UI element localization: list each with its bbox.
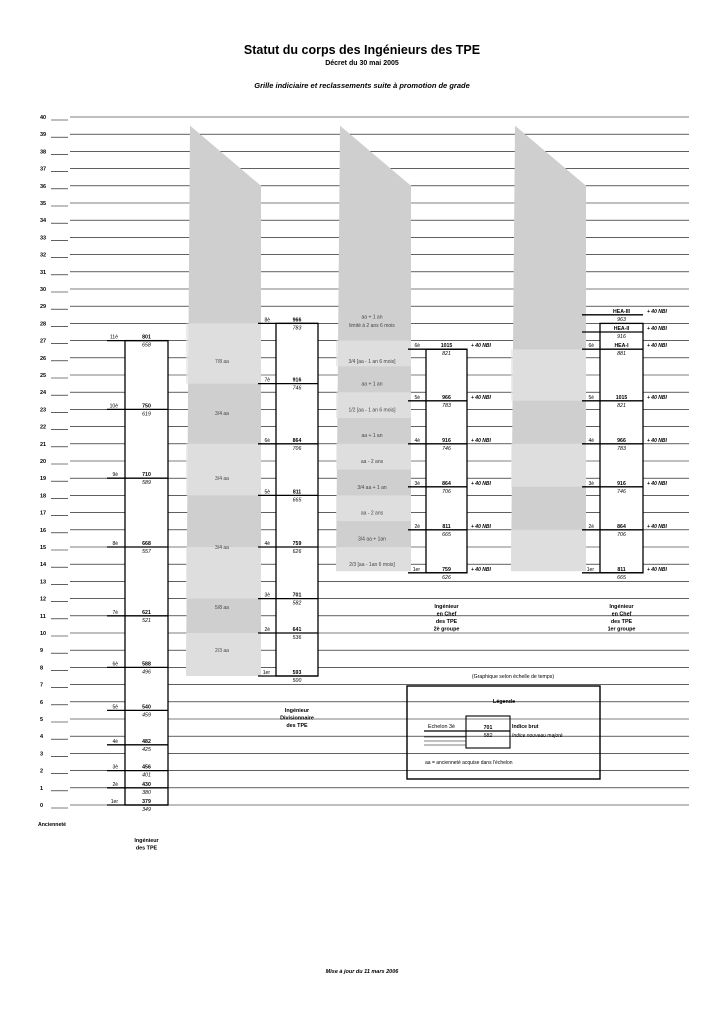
grade-label: Divisionnaire — [280, 715, 314, 722]
echelon-name: 1er — [586, 566, 594, 573]
axis-tick-label: 37 — [40, 166, 47, 173]
indice-brut: 482 — [142, 738, 151, 745]
grade-label: en Chef — [436, 611, 457, 618]
axis-tick-label: 8 — [40, 665, 44, 672]
indice-majore: 963 — [617, 316, 626, 323]
indice-brut: 864 — [292, 437, 302, 444]
nbi-bonus: + 40 NBI — [647, 437, 667, 444]
indice-majore: 783 — [292, 325, 302, 332]
indice-majore: 582 — [292, 600, 302, 607]
indice-brut: 966 — [292, 317, 302, 324]
indice-brut: 864 — [442, 480, 451, 487]
grade-label: Ingénieur — [134, 838, 159, 844]
echelon-name: 3è — [588, 480, 594, 487]
reclass-label: 3/4 aa + 1an — [358, 536, 386, 543]
indice-brut: 540 — [142, 704, 151, 711]
reclass-band-3 — [511, 126, 586, 571]
indice-majore: 746 — [442, 445, 451, 452]
nbi-bonus: + 40 NBI — [647, 394, 667, 401]
axis-tick-label: 40 — [40, 115, 47, 121]
echelon-name: 6è — [112, 661, 118, 668]
indice-majore: 619 — [142, 411, 151, 418]
indice-majore: 658 — [142, 342, 151, 349]
page-title: Statut du corps des Ingénieurs des TPE — [243, 43, 481, 57]
axis-tick-label: 7 — [40, 682, 44, 689]
echelon-name: 5è — [112, 704, 118, 711]
axis-tick-label: 2 — [40, 768, 44, 775]
grade-label: 2è groupe — [433, 626, 460, 633]
indice-majore: 821 — [442, 351, 451, 358]
axis-tick-label: 16 — [40, 527, 47, 534]
reclass-stripe — [186, 633, 261, 676]
indice-majore: 536 — [292, 635, 302, 641]
axis-tick-label: 22 — [40, 424, 47, 431]
reclass-stripe — [511, 444, 586, 487]
nbi-bonus: + 40 NBI — [471, 566, 491, 573]
scale-note: (Graphique selon échelle de temps) — [471, 674, 555, 680]
reclass-stripe — [186, 547, 261, 599]
indice-majore: 706 — [442, 488, 451, 495]
indice-majore: 521 — [142, 617, 151, 624]
indice-brut: 759 — [292, 541, 302, 547]
echelon-name: 9è — [112, 472, 118, 479]
indice-brut: 811 — [617, 566, 626, 573]
grade-label: des TPE — [610, 619, 633, 625]
echelon-name: 10è — [109, 403, 118, 410]
nbi-bonus: + 40 NBI — [647, 523, 667, 530]
axis-tick-label: 20 — [40, 459, 47, 465]
indice-majore: 401 — [142, 772, 151, 779]
echelon-name: 1er — [262, 670, 270, 676]
axis-tick-label: 29 — [40, 304, 47, 311]
echelon-name: 1er — [110, 799, 118, 805]
axis-tick-label: 14 — [40, 562, 47, 569]
nbi-bonus: + 40 NBI — [647, 343, 667, 350]
axis-tick-label: 4 — [40, 734, 44, 741]
grid-title: Grille indiciaire et reclassements suite à promotion de grade — [254, 81, 470, 90]
echelon-name: 2è — [414, 523, 420, 530]
legend-majore-text: Indice nouveau majoré — [512, 733, 563, 739]
axis-tick-label: 33 — [40, 235, 47, 242]
indice-majore: 500 — [292, 678, 302, 684]
indice-majore: 496 — [142, 669, 151, 676]
indice-brut: 811 — [292, 489, 302, 496]
grade-label: des TPE — [135, 845, 158, 852]
grade-column-itpe — [125, 341, 168, 805]
indice-brut: 966 — [617, 437, 626, 444]
reclass-label: aa + 1 an — [361, 381, 383, 388]
reclass-label: aa - 2 ans — [360, 459, 384, 465]
indice-brut: 966 — [442, 394, 451, 401]
echelon-name: 4è — [112, 738, 118, 745]
indice-majore: 589 — [142, 480, 151, 487]
echelon-name: 6è — [264, 437, 270, 444]
indice-brut: 864 — [617, 523, 626, 530]
legend-title: Légende — [492, 699, 516, 705]
indice-brut: 379 — [142, 799, 151, 805]
reclass-label: 2/3 [aa - 1an 6 mois] — [349, 562, 395, 569]
grade-label: des TPE — [435, 619, 458, 625]
reclass-stripe — [186, 323, 261, 383]
echelon-name: 2è — [588, 523, 594, 530]
axis-tick-label: 9 — [40, 648, 44, 655]
axis-tick-label: 38 — [40, 149, 47, 156]
reclass-label: limité à 2 ans 6 mois — [349, 323, 395, 330]
reclass-stripe — [511, 349, 586, 401]
axis-tick-label: 39 — [40, 132, 47, 139]
echelon-name: 3è — [264, 592, 270, 599]
indice-majore: 665 — [617, 574, 626, 581]
reclass-stripe — [336, 495, 411, 521]
grade-label: Ingénieur — [284, 708, 310, 714]
nbi-bonus: + 40 NBI — [647, 308, 667, 315]
indice-brut: 668 — [142, 541, 151, 547]
grade-label: Ingénieur — [609, 604, 634, 610]
page-subtitle: Décret du 30 mai 2005 — [325, 60, 399, 67]
indice-majore: 821 — [617, 402, 626, 409]
legend-echelon-label: Echelon 3è — [428, 724, 455, 730]
axis-tick-label: 21 — [40, 441, 47, 448]
echelon-name: 6è — [414, 343, 420, 350]
legend-sample-box — [466, 716, 510, 748]
axis-tick-label: 36 — [40, 183, 47, 190]
grade-label: des TPE — [286, 723, 308, 729]
indice-brut: 759 — [442, 566, 451, 573]
indice-majore: 425 — [142, 746, 151, 753]
echelon-name: 4è — [414, 437, 420, 444]
indice-brut: 750 — [142, 403, 151, 410]
grade-label: en Chef — [611, 611, 632, 618]
echelon-name: 4è — [588, 437, 594, 444]
legend-majore-sample: 582 — [483, 733, 493, 739]
reclass-stripe — [336, 444, 411, 470]
axis-tick-label: 1 — [40, 785, 44, 792]
echelon-name: 6è — [588, 343, 594, 350]
echelon-name: 7è — [264, 377, 270, 384]
axis-label: Ancienneté — [38, 822, 66, 828]
axis-tick-label: 27 — [40, 338, 47, 345]
echelon-name: 3è — [112, 764, 118, 771]
indice-brut: HEA-III — [612, 308, 631, 315]
indice-majore: 881 — [617, 351, 626, 358]
indice-brut: 1015 — [440, 343, 453, 350]
echelon-name: 3è — [414, 480, 420, 487]
axis-tick-label: 32 — [40, 252, 47, 259]
axis-tick-label: 3 — [40, 751, 44, 758]
indice-majore: 380 — [142, 789, 151, 796]
reclass-label: 3/4 aa — [215, 545, 229, 551]
indice-majore: 746 — [292, 385, 302, 392]
axis-tick-label: 5 — [40, 717, 44, 723]
indice-brut: 1015 — [615, 394, 628, 401]
axis-tick-label: 30 — [40, 287, 47, 293]
indice-majore: 746 — [617, 488, 626, 495]
echelon-name: 8è — [264, 317, 270, 324]
echelon-name: 11è — [110, 334, 118, 341]
indice-brut: HEA-II — [613, 326, 630, 332]
indice-majore: 349 — [142, 807, 151, 813]
echelon-name: 2è — [112, 781, 118, 788]
nbi-bonus: + 40 NBI — [647, 566, 667, 573]
reclass-label: 7/8 aa — [215, 359, 229, 366]
axis-tick-label: 31 — [40, 269, 47, 276]
reclass-label: 3/4 [aa - 1 an 6 mois] — [348, 359, 396, 366]
reclass-label: aa - 2 ans — [360, 510, 384, 517]
reclass-stripe — [336, 392, 411, 418]
indice-majore: 459 — [142, 712, 151, 719]
axis-tick-label: 25 — [40, 373, 47, 379]
reclass-label: 2/3 aa — [215, 648, 229, 655]
reclass-label: 1/2 [aa - 1 an 6 mois] — [348, 407, 396, 414]
axis-tick-label: 13 — [40, 579, 47, 586]
indice-brut: 710 — [142, 472, 151, 479]
axis-tick-label: 10 — [40, 631, 47, 637]
nbi-bonus: + 40 NBI — [471, 343, 491, 350]
nbi-bonus: + 40 NBI — [471, 523, 491, 530]
reclass-label: aa + 1 an — [361, 314, 383, 321]
axis-tick-label: 19 — [40, 476, 47, 483]
axis-tick-label: 12 — [40, 596, 47, 603]
nbi-bonus: + 40 NBI — [471, 394, 491, 401]
axis-tick-label: 28 — [40, 321, 47, 328]
grade-column-chef2 — [426, 349, 467, 573]
indice-brut: 588 — [142, 661, 151, 668]
echelon-name: 2è — [264, 627, 270, 633]
echelon-name: 5è — [588, 394, 594, 401]
reclass-label: aa + 1 an — [361, 433, 383, 440]
reclass-stripe — [186, 444, 261, 496]
indice-brut: 641 — [292, 627, 302, 633]
indice-majore: 706 — [617, 531, 626, 538]
axis-tick-label: 18 — [40, 493, 47, 500]
axis-tick-label: 34 — [40, 218, 47, 225]
indice-brut: 621 — [142, 609, 151, 616]
indice-brut: 916 — [617, 480, 626, 487]
indice-majore: 557 — [142, 549, 151, 555]
indice-brut: 801 — [142, 334, 151, 341]
axis-tick-label: 11 — [40, 613, 46, 620]
indice-majore: 626 — [442, 574, 451, 581]
axis-tick-label: 0 — [40, 803, 44, 809]
legend-brut-sample: 701 — [483, 725, 493, 731]
reclass-label: 3/4 aa — [215, 410, 229, 417]
reclass-label: 3/4 aa — [215, 476, 229, 483]
indice-brut: 430 — [142, 781, 151, 788]
indice-majore: 665 — [442, 531, 451, 538]
nbi-bonus: + 40 NBI — [471, 480, 491, 487]
echelon-name: 5è — [264, 489, 270, 496]
grade-label: Ingénieur — [434, 604, 459, 610]
legend-brut-text: Indice brut — [512, 724, 539, 730]
footer-update-date: Mise à jour du 11 mars 2006 — [325, 969, 399, 975]
indice-majore: 626 — [292, 549, 302, 555]
indice-brut: 916 — [442, 437, 451, 444]
indice-brut: 701 — [292, 592, 302, 599]
reclass-label: 3/4 aa + 1 an — [357, 484, 387, 491]
axis-tick-label: 23 — [40, 407, 47, 414]
axis-tick-label: 26 — [40, 355, 47, 362]
axis-tick-label: 24 — [40, 390, 47, 397]
echelon-name: 7è — [112, 609, 118, 616]
indice-brut: 811 — [442, 523, 451, 530]
axis-tick-label: 6 — [40, 699, 44, 706]
echelon-name: 4è — [264, 541, 270, 547]
indice-brut: 593 — [292, 670, 302, 676]
indice-majore: 665 — [292, 497, 302, 504]
indice-majore: 783 — [617, 445, 626, 452]
grade-label: 1er groupe — [607, 626, 636, 633]
nbi-bonus: + 40 NBI — [647, 480, 667, 487]
legend-aa-note: aa = ancienneté acquise dans l'échelon — [425, 760, 513, 766]
indice-majore: 706 — [292, 445, 302, 452]
indice-majore: 783 — [442, 402, 451, 409]
indice-brut: HEA-I — [614, 343, 629, 350]
echelon-name: 8è — [112, 541, 118, 547]
indice-brut: 456 — [142, 764, 151, 771]
axis-tick-label: 17 — [40, 510, 47, 517]
nbi-bonus: + 40 NBI — [471, 437, 491, 444]
axis-tick-label: 15 — [40, 545, 47, 551]
reclass-label: 5/8 aa — [215, 605, 229, 612]
nbi-bonus: + 40 NBI — [647, 326, 667, 332]
echelon-name: 5è — [414, 394, 420, 401]
indice-majore: 916 — [617, 334, 626, 340]
indice-brut: 916 — [292, 377, 302, 384]
axis-tick-label: 35 — [40, 201, 47, 207]
reclass-stripe — [511, 530, 586, 571]
echelon-name: 1er — [412, 566, 420, 573]
